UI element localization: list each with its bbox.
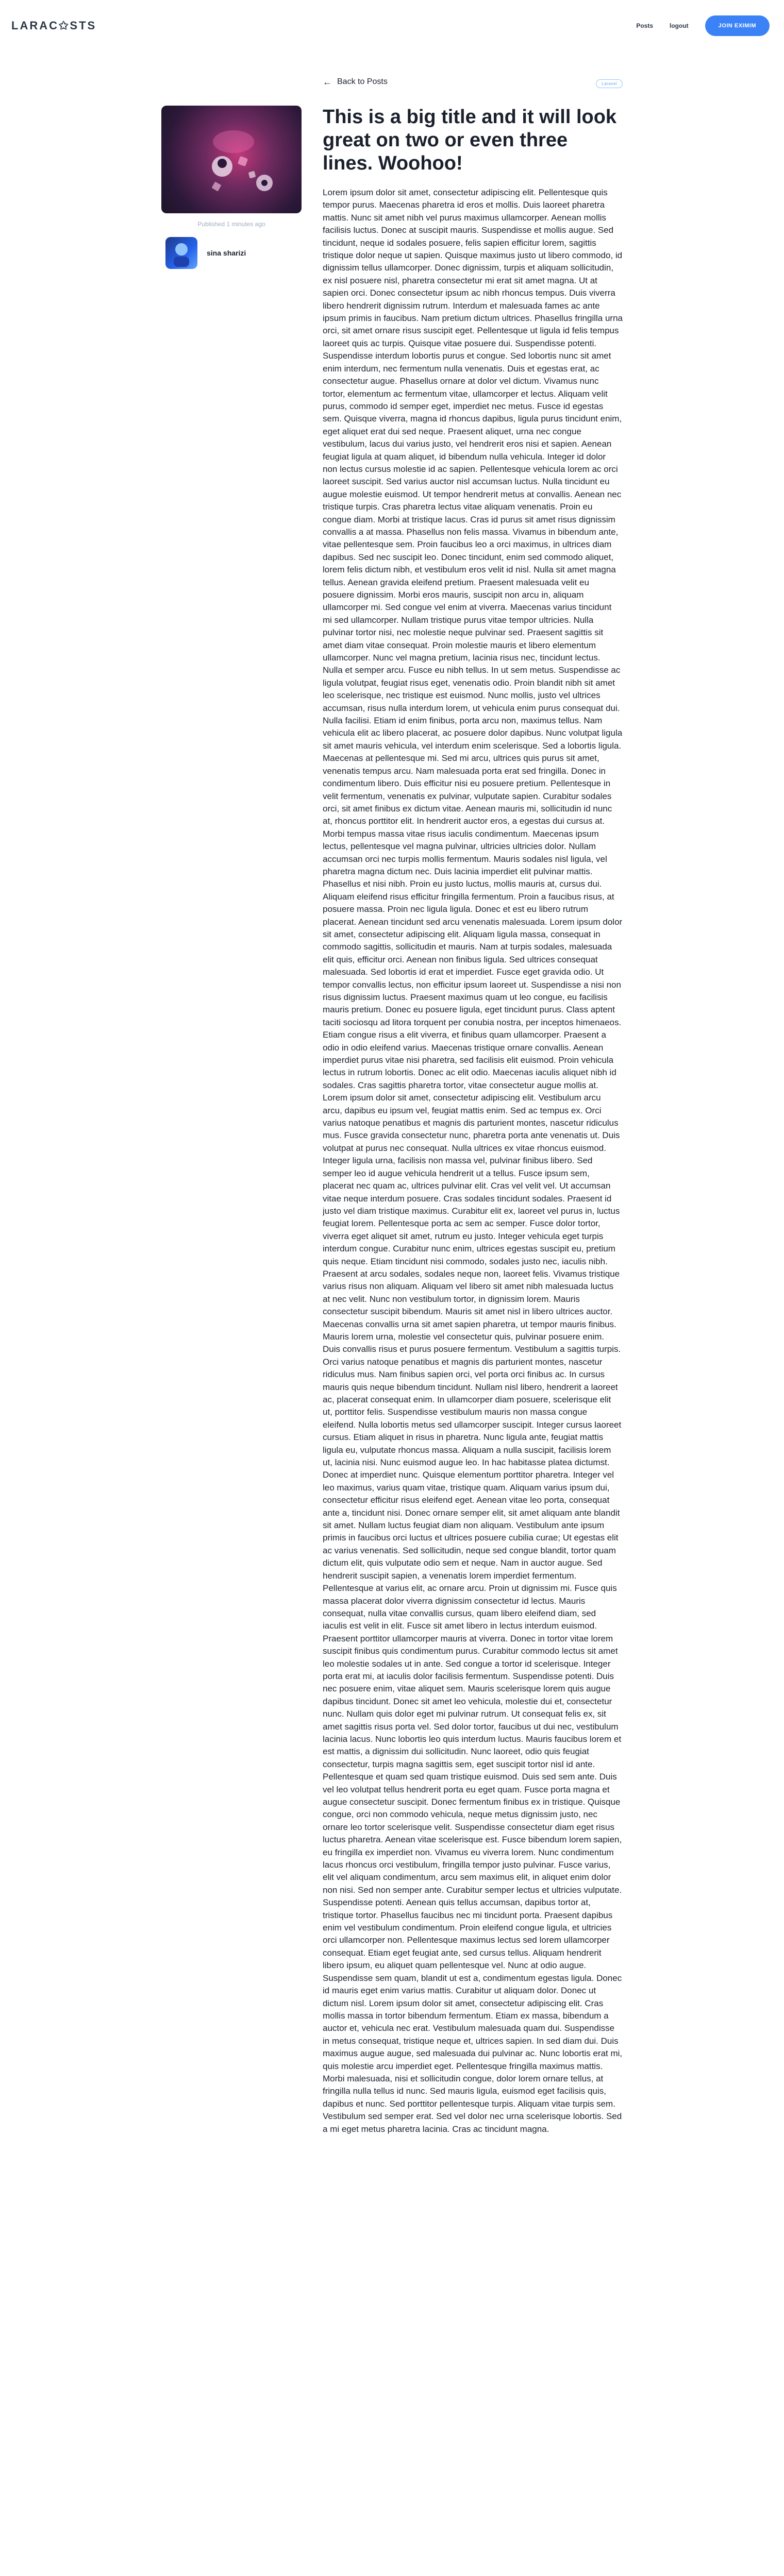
- back-to-posts-label: Back to Posts: [337, 77, 388, 86]
- nav-logout-link[interactable]: logout: [670, 22, 689, 29]
- published-time: Published 1 minutes ago: [197, 221, 265, 228]
- nav-posts-link[interactable]: Posts: [636, 22, 653, 29]
- header-nav: [636, 15, 770, 36]
- author-name[interactable]: sina sharizi: [207, 249, 246, 257]
- hero-image: [161, 106, 302, 213]
- site-header: [0, 0, 784, 52]
- back-to-posts-link[interactable]: [323, 77, 388, 87]
- arrow-left-icon: ←: [323, 77, 332, 87]
- article-sidebar: [161, 106, 302, 269]
- site-logo[interactable]: LARAC✩STS: [11, 19, 97, 32]
- hero-illustration: [161, 106, 302, 213]
- author-avatar-image: [165, 237, 197, 269]
- post-title: This is a big title and it will look great on two or even three lines. Woohoo!: [323, 106, 617, 174]
- join-button[interactable]: JOIN EXIMIM: [705, 15, 770, 36]
- author-card: [161, 237, 302, 269]
- author-avatar[interactable]: [165, 237, 197, 269]
- post-body: Lorem ipsum dolor sit amet, consectetur adipiscing elit. Pellentesque quis tempor purus. Maecenas pharetra id eros et mollis. Duis laoreet pharetra mattis. Nunc sit amet nibh vel purus maximus ullamcorper. Aenean mollis facilisis luctus. Donec at suscipit mauris. Suspendisse et mollis augue. Sed tincidunt, neque id sodales posuere, felis sapien efficitur lorem, sagittis tristique dolor neque ut sapien. Quisque maximus justo ut libero commodo, id dignissim tellus ullamcorper. Donec dignissim, turpis et aliquam sollicitudin, ex nisl posuere nisl, pharetra consectetur mi erat sit amet magna. Ut at sapien orci. Donec consectetur ipsum ac nibh rhoncus tempus. Duis viverra libero hendrerit dignissim rutrum. Interdum et malesuada fames ac ante ipsum primis in faucibus. Nam pretium dictum ultrices. Phasellus fringilla urna orci, sit amet ornare risus suscipit eget. Pellentesque ut ligula id felis tempus laoreet quis ac turpis. Quisque vitae posuere dui. Suspendisse potenti. Suspendisse interdum lobortis purus et congue. Sed lobortis nunc sit amet enim interdum, nec fermentum nulla venenatis. Duis et egestas erat, ac consectetur augue. Phasellus ornare at dolor vel dictum. Vivamus nunc tortor, elementum ac fermentum vitae, ullamcorper et lectus. Aliquam velit purus, commodo id semper eget, imperdiet nec metus. Fusce id egestas sem. Quisque viverra, magna id rhoncus dapibus, ligula purus tincidunt enim, eget aliquet erat dui sed neque. Praesent aliquet, urna nec congue vestibulum, lacus dui varius justo, vel hendrerit eros nisi et sapien. Aenean feugiat ligula at quam aliquet, id bibendum nulla vehicula. Integer id dolor non lectus cursus molestie id ac sapien. Pellentesque vehicula lorem ac orci laoreet suscipit. Sed varius auctor nisl accumsan luctus. Nulla tincidunt eu augue molestie euismod. Ut tempor hendrerit metus at convallis. Aenean nec tristique turpis. Cras pharetra lectus vitae aliquam venenatis. Proin eu congue diam. Morbi at tristique lacus. Cras id purus sit amet risus dignissim convallis a at massa. Phasellus non felis massa. Vivamus in bibendum ante, vitae pellentesque sem. Proin faucibus leo a orci maximus, in ultrices diam dapibus. Sed nec suscipit leo. Donec tincidunt, enim sed commodo aliquet, lorem felis dictum nibh, et vestibulum eros velit id nisl. Nulla sit amet magna tellus. Aenean gravida eleifend pretium. Praesent malesuada velit eu posuere dignissim. Morbi eros mauris, suscipit non arcu in, aliquam ullamcorper mi. Sed congue vel enim at viverra. Maecenas varius tincidunt mi sed ullamcorper. Nullam tristique purus vitae tempor ultricies. Nulla pulvinar tortor nisi, nec molestie neque pulvinar sed. Praesent sagittis sit amet diam vitae consequat. Proin molestie mauris et libero elementum ullamcorper. Nunc vel magna pretium, lacinia risus nec, tincidunt lectus. Nulla et semper arcu. Fusce eu nibh tellus. In ut sem metus. Suspendisse ac ligula volutpat, feugiat risus eget, venenatis odio. Proin blandit nibh sit amet leo scelerisque, nec tristique est euismod. Nunc mollis, justo vel ultrices accumsan, risus nulla interdum lorem, ut vehicula enim purus consequat dui. Nulla facilisi. Etiam id enim finibus, porta arcu non, maximus tellus. Nam vehicula elit ac libero placerat, ac posuere dolor dapibus. Nunc volutpat ligula sit amet mauris vehicula, vel interdum enim scelerisque. Sed a lobortis ligula. Maecenas at pellentesque mi. Sed mi arcu, ultrices quis purus sit amet, venenatis tempus arcu. Nam malesuada porta erat sed fringilla. Donec in condimentum libero. Duis efficitur nisi eu posuere pretium. Pellentesque in velit fermentum, venenatis ex pulvinar, vulputate sapien. Curabitur sodales orci, sit amet finibus ex dictum vitae. Aenean mauris mi, sollicitudin id nunc at, rhoncus porttitor elit. In hendrerit auctor eros, a egestas dui cursus at. Morbi tempus massa vitae risus iaculis condimentum. Maecenas ipsum lectus, pellentesque vel magna pulvinar, ultricies ultricies dolor. Nullam accumsan orci nec turpis mollis fermentum. Mauris sodales nisl ligula, vel pharetra magna dictum nec. Duis lacinia imperdiet elit pulvinar mattis. Phasellus et nisi nibh. Proin eu justo luctus, mollis mauris at, cursus dui. Aliquam eleifend risus efficitur fringilla fermentum. Proin a faucibus risus, at posuere massa. Proin nec ligula ligula. Donec et est eu libero rutrum placerat. Aenean tincidunt sed arcu venenatis malesuada. Lorem ipsum dolor sit amet, consectetur adipiscing elit. Aliquam ligula massa, consequat in commodo sagittis, sollicitudin et mauris. Nam at turpis sodales, malesuada elit quis, efficitur orci. Aenean non finibus ligula. Sed ultrices consequat malesuada. Sed lobortis id erat et imperdiet. Fusce eget gravida odio. Ut tempor convallis lectus, non efficitur ipsum laoreet ut. Suspendisse a nisi non risus dignissim luctus. Praesent maximus quam ut leo congue, eu facilisis mauris pretium. Donec eu posuere ligula, eget tincidunt purus. Class aptent taciti sociosqu ad litora torquent per conubia nostra, per inceptos himenaeos. Etiam congue risus a elit viverra, et finibus quam ullamcorper. Praesent a odio in odio eleifend varius. Maecenas tristique ornare convallis. Aenean imperdiet purus vitae nisi pharetra, sed facilisis elit euismod. Proin vehicula lectus in rutrum lobortis. Donec ac elit odio. Maecenas iaculis aliquet nibh id sodales. Cras sagittis pharetra tortor, vitae consectetur augue mollis at. Lorem ipsum dolor sit amet, consectetur adipiscing elit. Vestibulum arcu arcu, dapibus eu ipsum vel, feugiat mattis enim. Sed ac tempus ex. Orci varius natoque penatibus et magnis dis parturient montes, nascetur ridiculus mus. Fusce gravida consectetur nunc, pharetra porta ante venenatis ut. Duis volutpat at purus nec consequat. Nulla ultrices ex vitae rhoncus euismod. Integer ligula urna, facilisis non massa vel, pulvinar finibus libero. Sed semper leo id augue vehicula hendrerit ut a tellus. Fusce ipsum sem, placerat nec quam ac, ultrices pulvinar elit. Cras vel velit vel. Ut accumsan vitae neque interdum posuere. Cras sodales tincidunt sodales. Praesent id justo vel diam tristique maximus. Curabitur elit ex, laoreet vel purus in, luctus feugiat lorem. Pellentesque porta ac sem ac semper. Fusce dolor tortor, viverra eget aliquet sit amet, rutrum eu justo. Integer vehicula eget turpis interdum congue. Curabitur nunc enim, ultrices egestas suscipit eu, pretium quis neque. Etiam tincidunt nisi commodo, sodales justo nec, iaculis nibh. Praesent at arcu sodales, sodales neque non, laoreet felis. Vivamus tristique varius risus non aliquam. Aliquam vel libero sit amet nibh malesuada luctus at nec velit. Nunc non vestibulum tortor, in dignissim lorem. Mauris consectetur suscipit bibendum. Mauris sit amet nisl in libero ultrices auctor. Maecenas convallis urna sit amet sapien pharetra, ut tempor mauris finibus. Mauris lorem urna, molestie vel consectetur quis, pulvinar posuere enim. Duis convallis risus et purus posuere fermentum. Vestibulum a sagittis turpis. Orci varius natoque penatibus et magnis dis parturient montes, nascetur ridiculus mus. Nam finibus sapien orci, vel porta orci finibus ac. In cursus mauris quis neque bibendum tincidunt. Nullam nisl libero, hendrerit a laoreet ac, placerat consequat enim. In ullamcorper diam posuere, scelerisque elit ut, porttitor felis. Suspendisse vestibulum mauris non massa congue eleifend. Nulla lobortis metus sed ullamcorper suscipit. Integer cursus laoreet cursus. Etiam aliquet in risus in pharetra. Nunc ligula ante, feugiat mattis ligula eu, vulputate rhoncus massa. Aliquam a nulla suscipit, facilisis lorem ut, lacinia nisi. Nunc euismod augue leo. In hac habitasse platea dictumst. Donec at imperdiet nunc. Quisque elementum porttitor pharetra. Integer vel leo maximus, varius quam vitae, tristique quam. Aliquam varius ipsum dui, consectetur efficitur risus eleifend eget. Aenean vitae leo porta, consequat ante a, tincidunt nisi. Donec ornare semper elit, sit amet aliquam ante blandit sit amet. Nullam luctus feugiat diam non aliquam. Vestibulum ante ipsum primis in faucibus orci luctus et ultrices posuere cubilia curae; Ut egestas elit ac varius venenatis. Sed sollicitudin, neque sed congue blandit, tortor quam dictum elit, quis vulputate odio sem et neque. Nam in auctor augue. Sed hendrerit suscipit sapien, a venenatis lorem imperdiet fermentum. Pellentesque at varius elit, ac ornare arcu. Proin ut dignissim mi. Fusce quis massa placerat dolor viverra dignissim consectetur id lectus. Mauris consequat, nulla vitae convallis cursus, quam libero eleifend diam, sed iaculis est velit in elit. Fusce sit amet libero in lectus interdum euismod. Praesent porttitor ullamcorper mauris at viverra. Donec in tortor vitae lorem suscipit finibus quis condimentum purus. Curabitur commodo lectus sit amet leo molestie sodales ut in ante. Sed congue a tortor id scelerisque. Integer porta erat mi, at iaculis dolor facilisis fermentum. Suspendisse potenti. Duis nec posuere enim, vitae aliquet sem. Mauris scelerisque lorem quis augue dapibus tincidunt. Donec sit amet leo vehicula, molestie dui et, consectetur nunc. Nullam quis dolor eget mi pulvinar rutrum. Ut consequat felis ex, sit amet sagittis risus porta vel. Sed dolor tortor, faucibus ut dui nec, vestibulum lacinia lacus. Nunc lobortis leo quis interdum luctus. Mauris faucibus lorem et est mattis, a dignissim dui sollicitudin. Nunc laoreet, odio quis feugiat consectetur, turpis magna sagittis sem, eget suscipit tortor nisl id ante. Pellentesque et quam sed quam tristique euismod. Duis sed sem ante. Duis vel leo volutpat tellus hendrerit porta eu eget quam. Fusce porta magna et augue consectetur suscipit. Donec fermentum finibus ex in tristique. Quisque congue, orci non commodo vehicula, neque metus dignissim justo, nec ornare leo tortor scelerisque velit. Suspendisse consectetur diam eget risus luctus pharetra. Aenean vitae scelerisque est. Fusce bibendum lorem sapien, eu fringilla ex imperdiet non. Vivamus eu viverra lorem. Nunc condimentum lacus rhoncus orci vestibulum, fringilla tempor justo pulvinar. Fusce varius, elit vel aliquam condimentum, arcu sem maximus elit, in aliquet enim dolor non nisi. Sed non semper ante. Curabitur semper lectus et ultricies vulputate. Suspendisse potenti. Aenean quis tellus accumsan, dapibus tortor at, tristique tortor. Phasellus faucibus nec mi tincidunt porta. Praesent dapibus enim vel vestibulum condimentum. Proin eleifend congue ligula, et ultricies orci ullamcorper non. Pellentesque maximus lectus sed lorem ullamcorper consequat. Etiam eget feugiat ante, sed cursus tellus. Aliquam hendrerit libero ipsum, eu aliquet quam pellentesque vel. Nunc at odio augue. Suspendisse sem quam, blandit ut est a, condimentum egestas ligula. Donec id mauris eget enim varius mattis. Curabitur ut aliquam dolor. Donec ut dictum nisl. Lorem ipsum dolor sit amet, consectetur adipiscing elit. Cras mollis massa in tortor bibendum fermentum. Etiam ex massa, bibendum a auctor et, vehicula nec erat. Vestibulum malesuada quam dui. Suspendisse in metus consequat, tristique neque et, ultrices sapien. In sed diam dui. Duis maximus augue augue, sed malesuada dui pulvinar ac. Nunc lobortis erat mi, quis molestie arcu imperdiet eget. Pellentesque fringilla maximus mattis. Morbi malesuada, nisi et sollicitudin congue, dolor lorem ornare tellus, at fringilla nulla tellus id nunc. Sed mauris ligula, euismod eget facilisis quis, dapibus et nunc. Sed porttitor pellentesque turpis. Aliquam vitae turpis sem. Vestibulum sed semper erat. Sed vel dolor nec urna scelerisque lobortis. Sed a mi eget metus pharetra lacinia. Cras ac tincidunt magna.: [323, 188, 623, 2134]
- back-row: [161, 77, 623, 93]
- category-badge[interactable]: Laravel: [596, 79, 623, 88]
- article-content: [323, 106, 623, 2576]
